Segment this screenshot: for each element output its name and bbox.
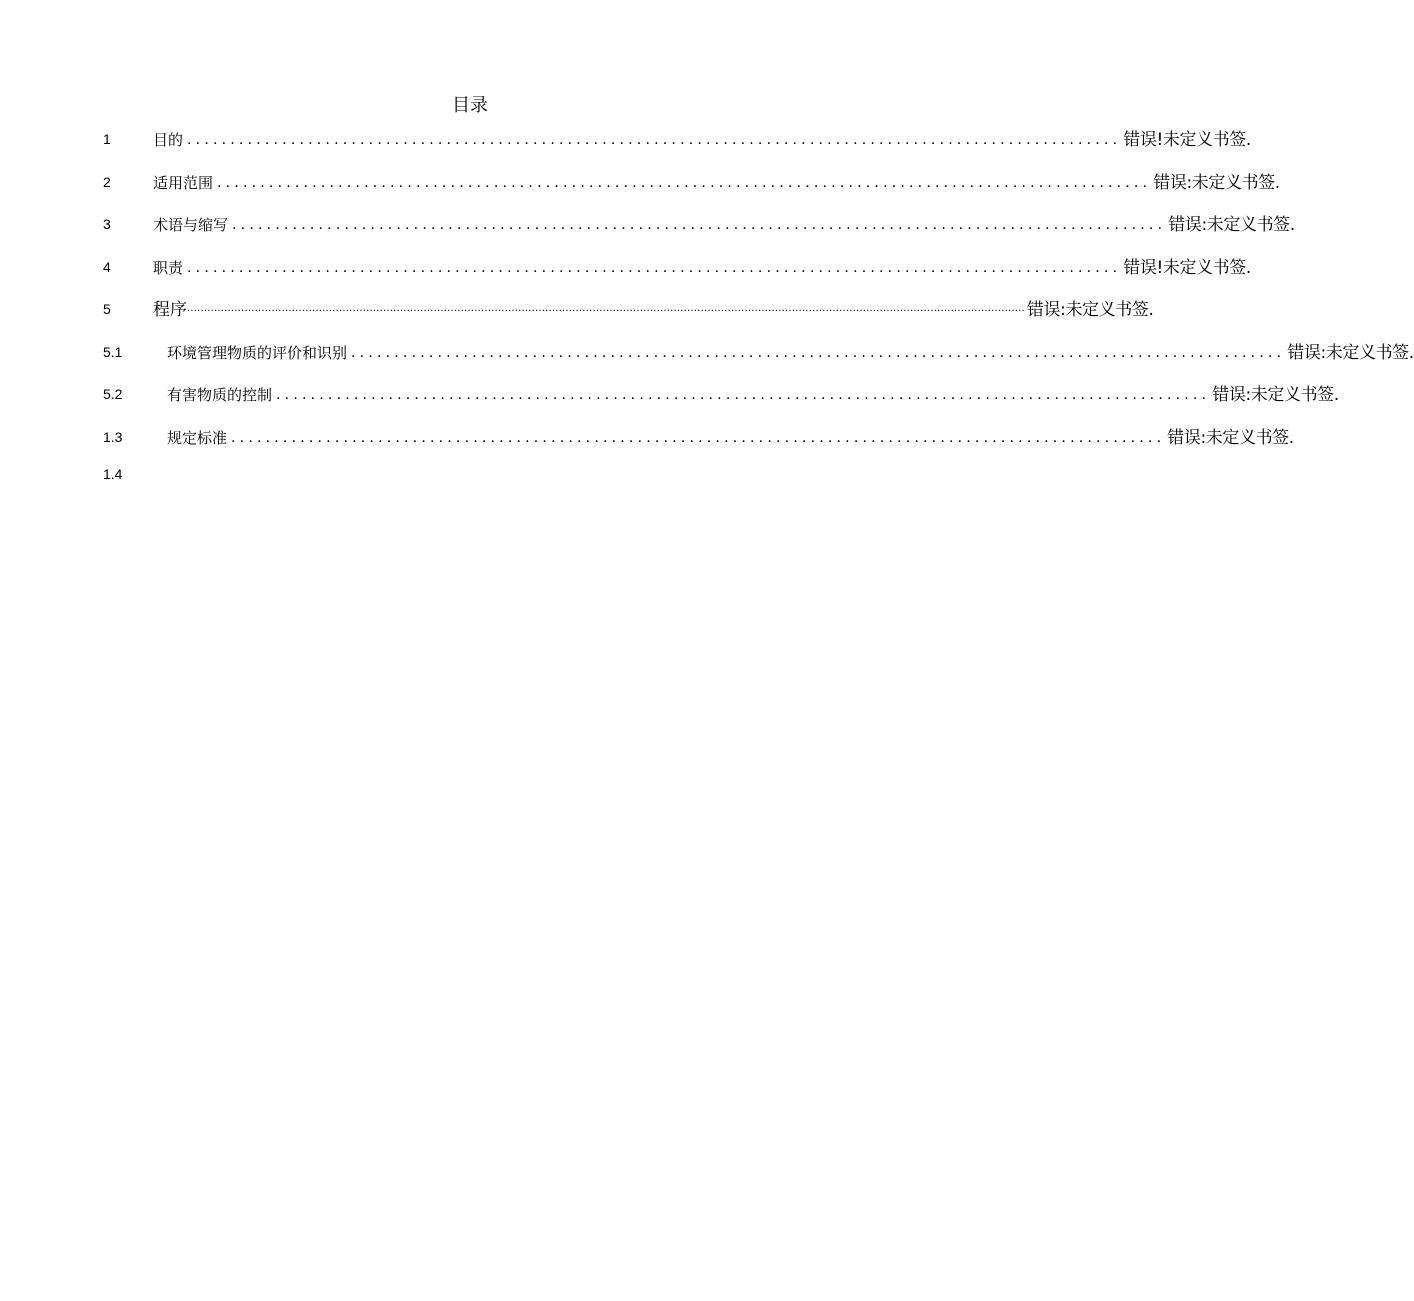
toc-entry-number: 1 bbox=[103, 131, 111, 147]
toc-entry-number: 5.2 bbox=[103, 386, 123, 402]
toc-dot-leader: ............................................................................................................ bbox=[351, 345, 1286, 361]
toc-entry-number: 2 bbox=[103, 174, 111, 190]
toc-entry-body bbox=[153, 296, 1154, 322]
toc-entry-number: 3 bbox=[103, 216, 111, 232]
toc-dot-leader: ............................................................................................................ bbox=[187, 260, 1122, 276]
toc-trailing-entry bbox=[103, 461, 826, 487]
toc-entry-title: 目的 bbox=[153, 131, 184, 149]
toc-entry-body bbox=[153, 169, 1280, 195]
toc-entry-page-ref: 错误:未定义书签. bbox=[1167, 428, 1294, 448]
toc-entry-body bbox=[153, 126, 1251, 152]
toc-entry-number: 1.3 bbox=[103, 429, 123, 445]
toc-entry-title: 职责 bbox=[153, 259, 184, 277]
toc-dot-leader: ............................................................................................................ bbox=[187, 132, 1122, 148]
toc-dot-leader: ........................................................................................................................................................................................................................................................ bbox=[187, 303, 1025, 314]
toc-entry[interactable] bbox=[103, 339, 1414, 365]
toc-heading: 目录 bbox=[452, 95, 488, 116]
toc-entry[interactable] bbox=[103, 211, 1295, 237]
toc-entry-title: 程序 bbox=[153, 300, 187, 320]
toc-entry[interactable] bbox=[103, 169, 1280, 195]
toc-entry[interactable] bbox=[103, 424, 1294, 450]
toc-entry[interactable] bbox=[103, 296, 1154, 322]
toc-entry-number: 5.1 bbox=[103, 344, 123, 360]
toc-entry-page-ref: 错误:未定义书签. bbox=[1168, 215, 1295, 235]
toc-entry-page-ref: 错误:未定义书签. bbox=[1153, 173, 1280, 193]
toc-entry-title: 术语与缩写 bbox=[153, 216, 229, 234]
toc-entry-page-ref: 错误!未定义书签. bbox=[1123, 130, 1251, 150]
toc-entry-body bbox=[167, 381, 1339, 407]
toc-dot-leader: ............................................................................................................ bbox=[217, 175, 1152, 191]
toc-entry-number: 1.4 bbox=[103, 466, 123, 482]
toc-entry-page-ref: 错误:未定义书签. bbox=[1026, 300, 1154, 320]
toc-entry-title: 适用范围 bbox=[153, 174, 214, 192]
toc-entry-number: 5 bbox=[103, 301, 111, 317]
toc-entry-title: 有害物质的控制 bbox=[167, 386, 273, 404]
toc-dot-leader: ............................................................................................................ bbox=[231, 430, 1166, 446]
toc-entry-body bbox=[167, 424, 1294, 450]
toc-entry[interactable] bbox=[103, 381, 1339, 407]
toc-dot-leader: ............................................................................................................ bbox=[232, 217, 1167, 233]
toc-entry-page-ref: 错误!未定义书签. bbox=[1123, 258, 1251, 278]
toc-entry-title: 规定标准 bbox=[167, 429, 228, 447]
toc-entry-body bbox=[167, 339, 1414, 365]
toc-dot-leader: ............................................................................................................ bbox=[276, 387, 1211, 403]
toc-entry-number: 4 bbox=[103, 259, 111, 275]
toc-entry-title: 环境管理物质的评价和识别 bbox=[167, 344, 348, 362]
toc-entry-page-ref: 错误:未定义书签. bbox=[1212, 385, 1339, 405]
toc-entry-body bbox=[153, 211, 1295, 237]
toc-entry-body bbox=[153, 254, 1251, 280]
toc-entry[interactable] bbox=[103, 126, 1251, 152]
toc-entry[interactable] bbox=[103, 254, 1251, 280]
toc-entry-page-ref: 错误:未定义书签. bbox=[1287, 343, 1414, 363]
